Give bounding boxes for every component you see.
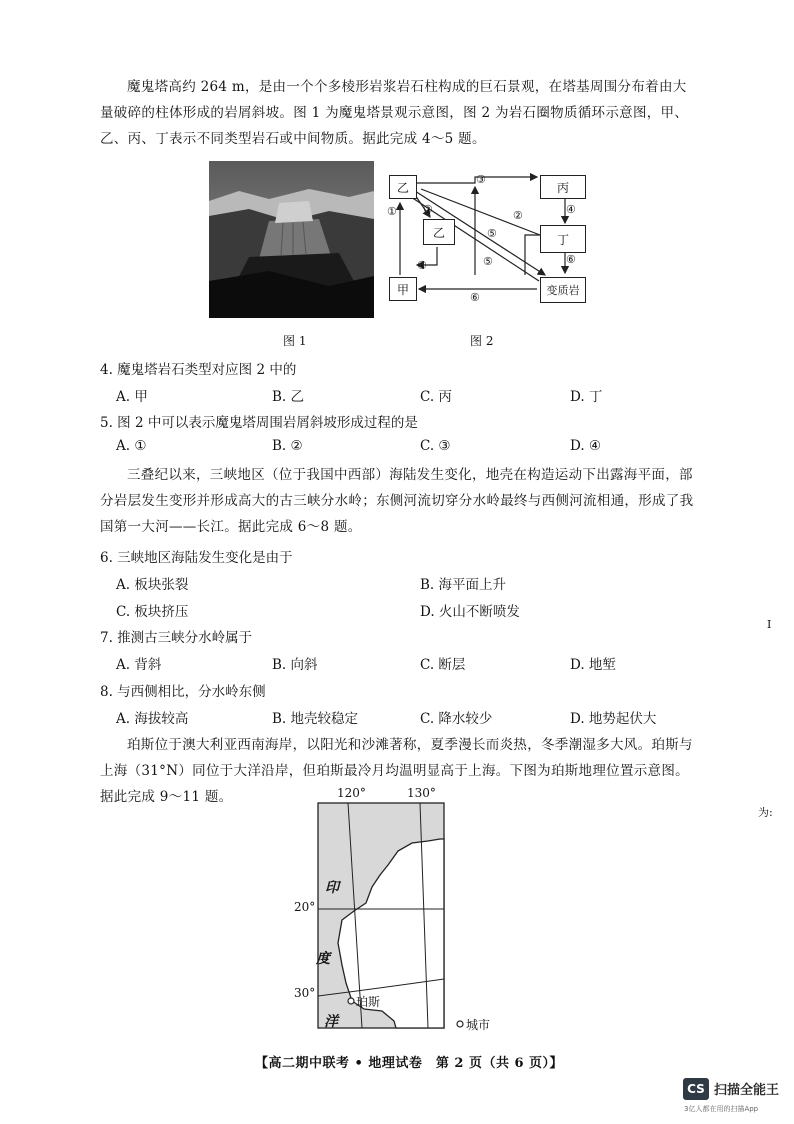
- question-6-option-b[interactable]: B. 海平面上升: [420, 577, 507, 593]
- question-4-option-d[interactable]: D. 丁: [570, 389, 603, 405]
- latitude-20-label: 20°: [294, 900, 316, 914]
- arrow-label-4: ④: [566, 203, 576, 216]
- intro-paragraph-3: 珀斯位于澳大利亚西南海岸，以阳光和沙滩著称，夏季漫长而炎热，冬季潮湿多大风。珀斯与上海（31°N）同位于大洋沿岸，但珀斯最冷月均温明显高于上海。下图为珀斯地理位置示意图。据此完成 9～11 题。: [100, 737, 693, 805]
- intro-paragraph-1: 魔鬼塔高约 264 m，是由一个个多棱形岩浆岩石柱构成的巨石景观，在塔基周围分布着由大量破碎的柱体形成的岩屑斜坡。图 1 为魔鬼塔景观示意图，图 2 为岩石圈物质循环示意图，甲、乙、丙、丁表示不同类型岩石或中间物质。据此完成 4～5 题。: [100, 79, 689, 147]
- question-4-option-b[interactable]: B. 乙: [272, 389, 305, 405]
- latitude-30-label: 30°: [294, 986, 316, 1000]
- ocean-label-yang: 洋: [324, 1014, 338, 1030]
- box-metamorphic-rock: 变质岩: [540, 277, 586, 303]
- question-8-option-d[interactable]: D. 地势起伏大: [570, 711, 657, 727]
- question-8-stem: 8. 与西侧相比，分水岭东侧: [100, 684, 266, 700]
- arrow-label-6-bottom: ⑥: [470, 291, 480, 304]
- arrow-label-1-bottom: ①: [417, 259, 427, 272]
- longitude-130-label: 130°: [407, 786, 436, 800]
- margin-mark-1: I: [767, 618, 772, 631]
- question-6-stem: 6. 三峡地区海陆发生变化是由于: [100, 550, 293, 566]
- question-7-option-d[interactable]: D. 地堑: [570, 657, 616, 673]
- arrow-label-2-left: ②: [423, 203, 433, 216]
- question-6-option-a[interactable]: A. 板块张裂: [116, 577, 189, 593]
- question-6-option-d[interactable]: D. 火山不断喷发: [420, 604, 520, 620]
- ocean-label-yin: 印: [325, 880, 339, 896]
- arrow-label-1-left: ①: [387, 205, 397, 218]
- camscanner-logo: CS: [683, 1078, 709, 1100]
- intro-paragraph-2: 三叠纪以来，三峡地区（位于我国中西部）海陆发生变化，地壳在构造运动下出露海平面，部分岩层发生变形并形成高大的古三峡分水岭；东侧河流切穿分水岭最终与西侧河流相通，形成了我国第一大河——长江。据此完成 6～8 题。: [100, 467, 694, 535]
- figure-2-caption: 图 2: [470, 334, 494, 348]
- box-yi-middle: 乙: [423, 219, 455, 245]
- figure-2-rock-cycle: [385, 165, 610, 310]
- question-4-option-c[interactable]: C. 丙: [420, 389, 452, 405]
- page-footer: 【高二期中联考 • 地理试卷 第 2 页（共 6 页）】: [255, 1056, 564, 1071]
- box-yi-top: 乙: [389, 175, 417, 199]
- legend-city-label: 城市: [466, 1018, 491, 1032]
- box-jia: 甲: [389, 277, 417, 301]
- figure-1-photo: [209, 161, 374, 318]
- figure-1-caption: 图 1: [283, 334, 307, 348]
- margin-mark-2: 为:: [758, 806, 773, 819]
- question-8-option-b[interactable]: B. 地壳较稳定: [272, 711, 359, 727]
- question-7-option-c[interactable]: C. 断层: [420, 657, 466, 673]
- question-4-stem: 4. 魔鬼塔岩石类型对应图 2 中的: [100, 362, 297, 378]
- box-bing: 丙: [540, 175, 586, 199]
- arrow-label-6-right: ⑥: [566, 253, 576, 266]
- perth-city-label: 珀斯: [356, 995, 381, 1009]
- ocean-label-du: 度: [316, 951, 330, 967]
- arrow-label-5-lower: ⑤: [483, 255, 493, 268]
- map-drawing: [290, 783, 510, 1041]
- arrow-label-2-right: ②: [513, 209, 523, 222]
- arrow-label-3: ③: [476, 173, 486, 186]
- question-7-stem: 7. 推测古三峡分水岭属于: [100, 630, 253, 646]
- question-8-option-c[interactable]: C. 降水较少: [420, 711, 493, 727]
- camscanner-title: 扫描全能王: [714, 1083, 780, 1098]
- perth-location-map: [290, 783, 510, 1041]
- question-5-option-c[interactable]: C. ③: [420, 438, 451, 454]
- longitude-120-label: 120°: [337, 786, 366, 800]
- devils-tower-photo: [209, 161, 374, 318]
- arrow-label-5-upper: ⑤: [487, 227, 497, 240]
- question-5-option-b[interactable]: B. ②: [272, 438, 303, 454]
- question-8-option-a[interactable]: A. 海拔较高: [116, 711, 189, 727]
- camscanner-subtitle: 3亿人都在用的扫描App: [684, 1105, 759, 1113]
- question-4-option-a[interactable]: A. 甲: [116, 389, 148, 405]
- question-5-option-d[interactable]: D. ④: [570, 438, 602, 454]
- question-5-stem: 5. 图 2 中可以表示魔鬼塔周围岩屑斜坡形成过程的是: [100, 415, 418, 431]
- question-7-option-a[interactable]: A. 背斜: [116, 657, 162, 673]
- box-ding: 丁: [540, 225, 586, 253]
- question-7-option-b[interactable]: B. 向斜: [272, 657, 318, 673]
- question-5-option-a[interactable]: A. ①: [116, 438, 147, 454]
- question-6-option-c[interactable]: C. 板块挤压: [116, 604, 189, 620]
